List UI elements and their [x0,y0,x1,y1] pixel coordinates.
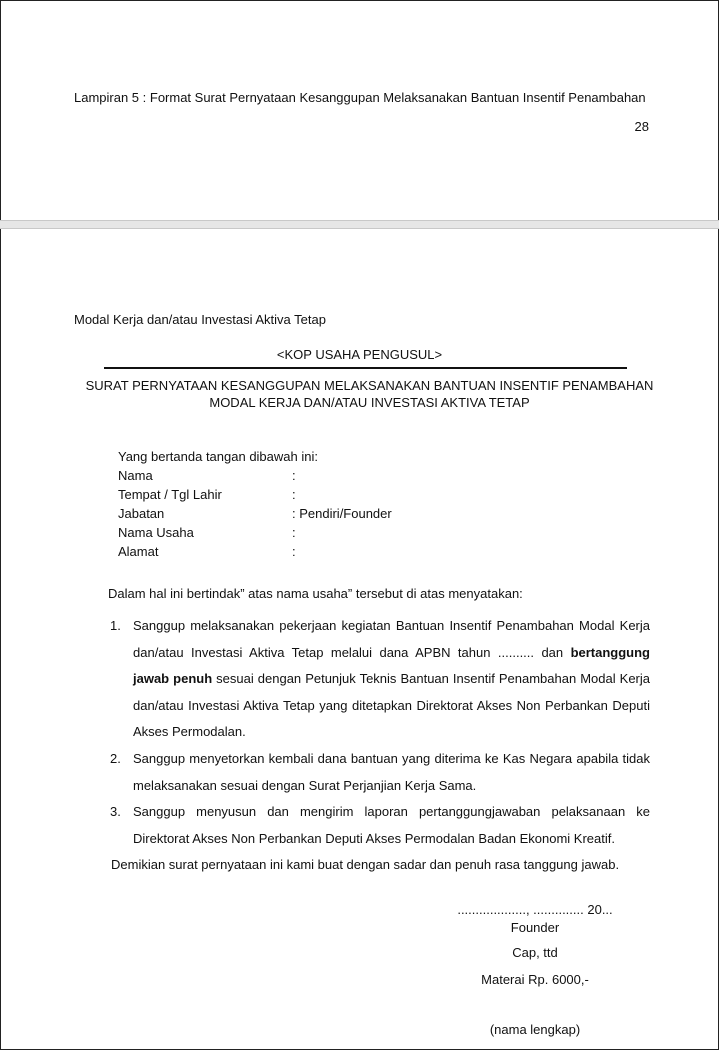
signature-role: Founder [510,920,560,935]
field-label-alamat: Alamat [118,544,159,559]
field-label-jabatan: Jabatan [118,506,165,521]
letterhead-placeholder: <KOP USAHA PENGUSUL> [276,347,443,362]
statement-text: Dalam hal ini bertindak” atas nama usaha” tersebut di atas menyatakan: [108,586,523,601]
page-separator [0,220,719,229]
page-number: 28 [634,119,649,134]
appendix-title-continuation: Modal Kerja dan/atau Investasi Aktiva Tetap [74,312,326,327]
letter-title-line2: MODAL KERJA DAN/ATAU INVESTASI AKTIVA TETAP [209,395,530,410]
field-value-alamat: : [292,544,296,559]
list-item-1-text-b: sesuai dengan Petunjuk Teknis Bantuan Insentif Penambahan Modal Kerja dan/atau Investasi Aktiva Tetap yang ditetapkan Direktorat Akses Non Perbankan Deputi Akses Permodalan. [133,671,650,739]
field-label-tempat-tgl-lahir: Tempat / Tgl Lahir [118,487,222,502]
list-item-1 [133,613,650,746]
letterhead-rule [104,367,627,369]
signature-date: ..................., .............. 20... [457,902,613,917]
list-item-2: Sanggup menyetorkan kembali dana bantuan yang diterima ke Kas Negara apabila tidak melaksanakan sesuai dengan Surat Perjanjian Kerja Sama. [133,751,650,793]
appendix-title: Lampiran 5 : Format Surat Pernyataan Kesanggupan Melaksanakan Bantuan Insentif Penambahan [74,90,646,105]
closing-text: Demikian surat pernyataan ini kami buat dengan sadar dan penuh rasa tanggung jawab. [111,857,620,872]
letter-title-line1: SURAT PERNYATAAN KESANGGUPAN MELAKSANAKAN BANTUAN INSENTIF PENAMBAHAN [85,378,654,393]
signature-materai: Materai Rp. 6000,- [481,972,589,987]
field-label-nama: Nama [118,468,153,483]
list-item-3: Sanggup menyusun dan mengirim laporan pertanggungjawaban pelaksanaan ke Direktorat Akses Non Perbankan Deputi Akses Permodalan Badan Ekonomi Kreatif. [133,804,650,846]
field-value-nama: : [292,468,296,483]
signature-name: (nama lengkap) [489,1022,581,1037]
field-label-nama-usaha: Nama Usaha [118,525,194,540]
list-number-1: 1. [110,618,121,633]
page-sheet-previous [0,0,719,220]
signature-cap: Cap, ttd [512,945,558,960]
list-item-1-text-a: Sanggup melaksanakan pekerjaan kegiatan Bantuan Insentif Penambahan Modal Kerja dan/atau Investasi Aktiva Tetap melalui dana APBN tahun .......... dan [133,618,650,660]
field-value-tempat-tgl-lahir: : [292,487,296,502]
field-value-jabatan: : Pendiri/Founder [292,506,392,521]
list-number-3: 3. [110,804,121,819]
list-item-1-bold: bertanggung jawab penuh [133,644,650,686]
list-number-2: 2. [110,751,121,766]
field-value-nama-usaha: : [292,525,296,540]
intro-text: Yang bertanda tangan dibawah ini: [118,449,318,464]
